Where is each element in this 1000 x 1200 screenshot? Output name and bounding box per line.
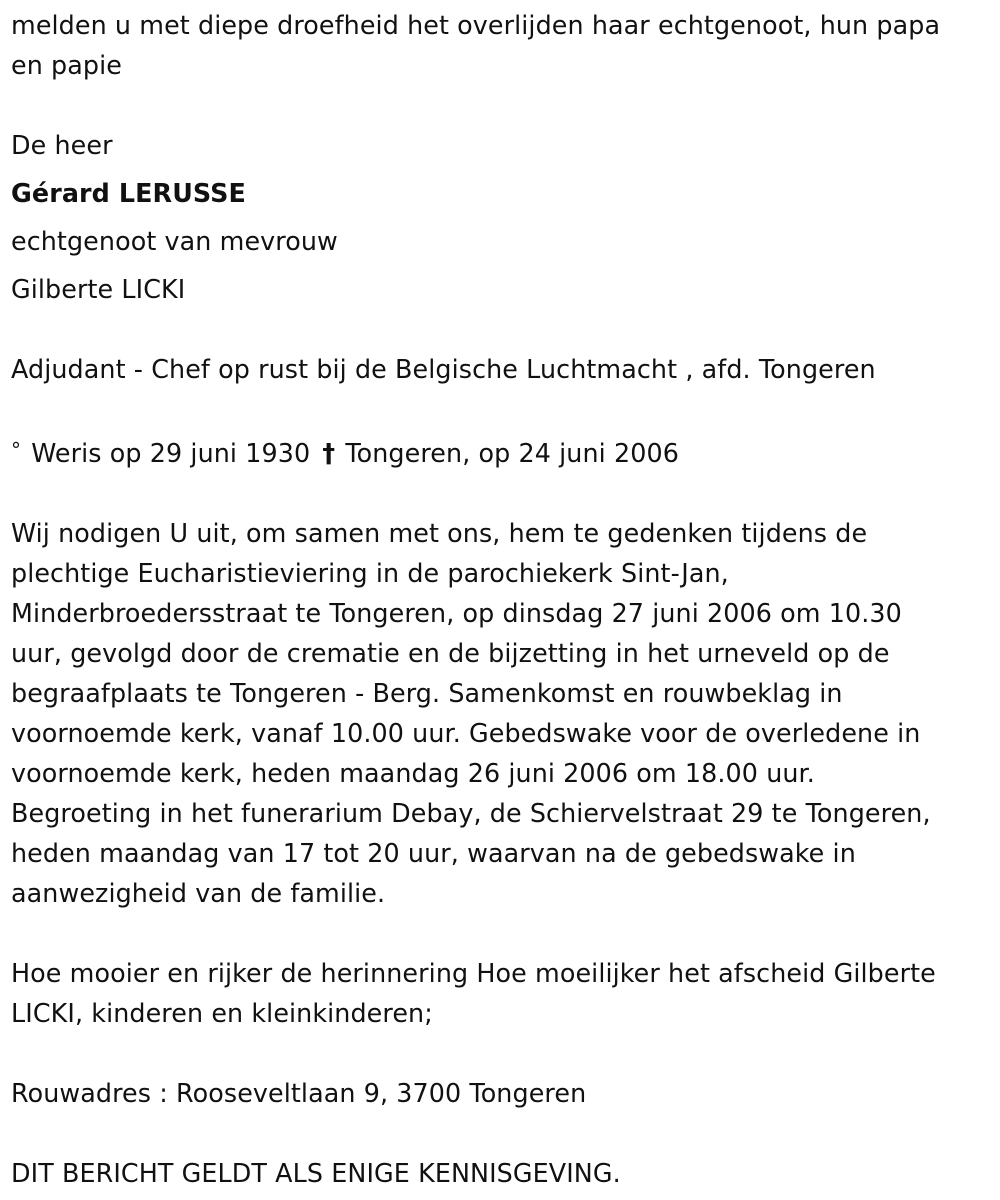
service-line: Minderbroedersstraat te Tongeren, op dinsdag 27 juni 2006 om 10.30 xyxy=(11,599,902,629)
service-line: aanwezigheid van de familie. xyxy=(11,879,386,909)
relation-text: echtgenoot van mevrouw xyxy=(11,227,338,257)
service-line: voornoemde kerk, heden maandag 26 juni 2006 om 18.00 uur. xyxy=(11,759,815,789)
service-paragraph xyxy=(11,514,991,914)
spacer xyxy=(11,310,991,350)
intro-line-2: en papie xyxy=(11,51,122,81)
service-line: Begroeting in het funerarium Debay, de Schiervelstraat 29 te Tongeren, xyxy=(11,799,931,829)
life-dates xyxy=(11,430,986,474)
spouse-name: Gilberte LICKI xyxy=(11,275,186,305)
intro-line-1: melden u met diepe droefheid het overlijden haar echtgenoot, hun papa xyxy=(11,11,941,41)
mourning-address: Rouwadres : Rooseveltlaan 9, 3700 Tongeren xyxy=(11,1079,587,1109)
spacer xyxy=(11,1114,991,1154)
closing-line-1: Hoe mooier en rijker de herinnering Hoe moeilijker het afscheid Gilberte xyxy=(11,959,936,989)
birth-symbol: ° xyxy=(11,438,22,462)
birth-date: Weris op 29 juni 1930 xyxy=(31,439,311,469)
salutation: De heer xyxy=(11,131,113,161)
obituary-document xyxy=(11,6,991,1194)
service-line: heden maandag van 17 tot 20 uur, waarvan na de gebedswake in xyxy=(11,839,856,869)
service-line: Wij nodigen U uit, om samen met ons, hem te gedenken tijdens de xyxy=(11,519,868,549)
spacer xyxy=(11,474,991,514)
service-line: plechtige Eucharistieviering in de parochiekerk Sint-Jan, xyxy=(11,559,729,589)
notice-text: DIT BERICHT GELDT ALS ENIGE KENNISGEVING. xyxy=(11,1159,621,1189)
spacer xyxy=(11,1034,991,1074)
occupation-text: Adjudant - Chef op rust bij de Belgische Luchtmacht , afd. Tongeren xyxy=(11,355,876,385)
death-date: Tongeren, op 24 juni 2006 xyxy=(345,439,679,469)
spacer xyxy=(11,390,991,430)
closing-line-2: LICKI, kinderen en kleinkinderen; xyxy=(11,999,433,1029)
service-line: voornoemde kerk, vanaf 10.00 uur. Gebedswake voor de overledene in xyxy=(11,719,921,749)
death-cross-icon: † xyxy=(322,439,336,469)
deceased-name: Gérard LERUSSE xyxy=(11,179,246,209)
spacer xyxy=(11,914,991,954)
service-line: begraafplaats te Tongeren - Berg. Samenkomst en rouwbeklag in xyxy=(11,679,843,709)
spacer xyxy=(11,86,991,126)
service-line: uur, gevolgd door de crematie en de bijzetting in het urneveld op de xyxy=(11,639,890,669)
